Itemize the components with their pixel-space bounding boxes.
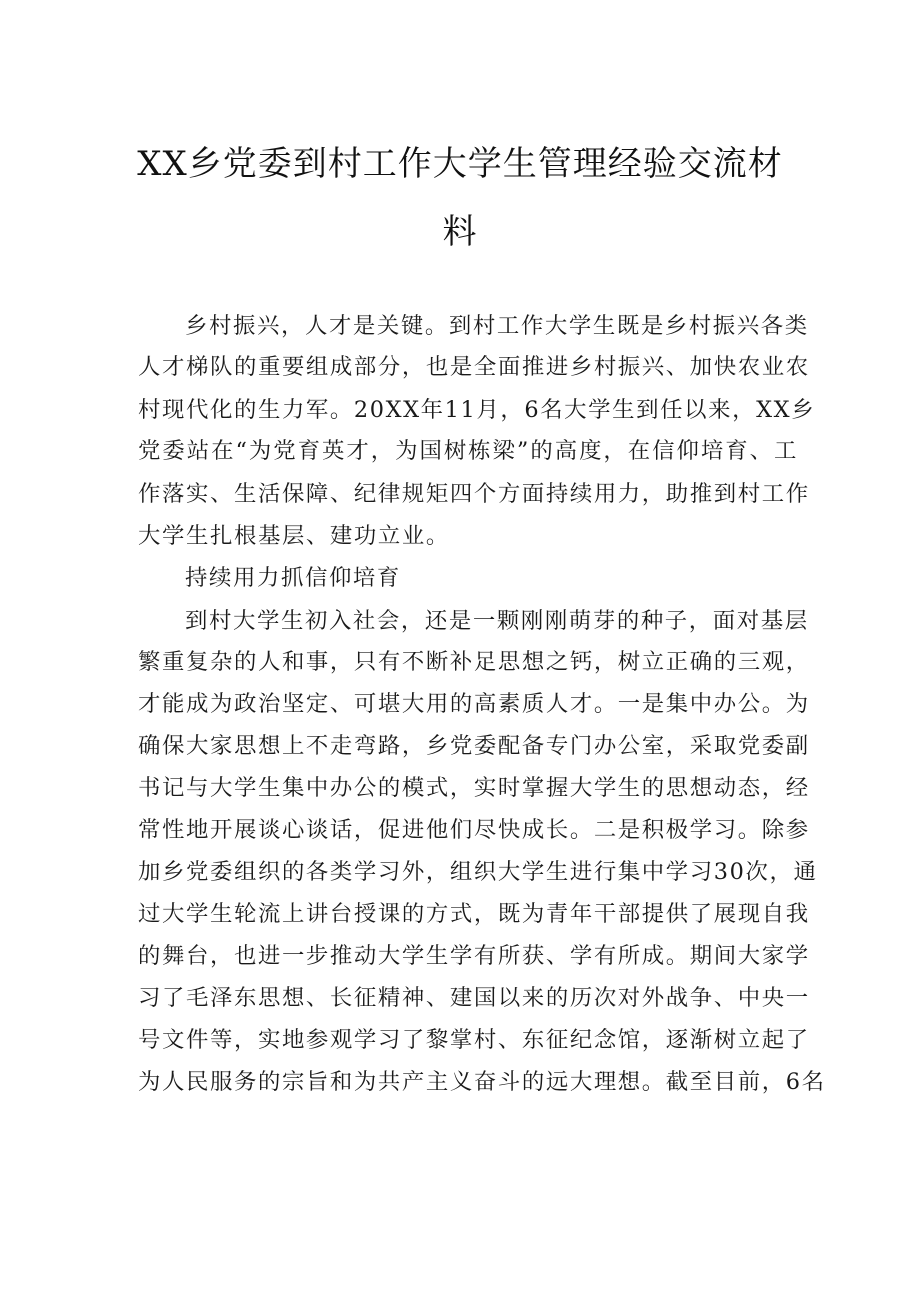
paragraph-2-line: 确保大家思想上不走弯路，乡党委配备专门办公室，采取党委副	[138, 733, 810, 759]
paragraph-1-line: 大学生扎根基层、建功立业。	[138, 523, 450, 549]
paragraph-1-line: 作落实、生活保障、纪律规矩四个方面持续用力，助推到村工作	[138, 481, 810, 507]
paragraph-1-line: 乡村振兴，人才是关键。到村工作大学生既是乡村振兴各类	[185, 313, 809, 339]
document-title-line-1: XX乡党委到村工作大学生管理经验交流材	[137, 144, 783, 184]
paragraph-2-line: 号文件等，实地参观学习了黎掌村、东征纪念馆，逐渐树立起了	[138, 1027, 810, 1053]
paragraph-2-line: 常性地开展谈心谈话，促进他们尽快成长。二是积极学习。除参	[138, 817, 810, 843]
paragraph-2-line: 加乡党委组织的各类学习外，组织大学生进行集中学习30次，通	[138, 859, 818, 885]
paragraph-2-line: 习了毛泽东思想、长征精神、建国以来的历次对外战争、中央一	[138, 985, 810, 1011]
document-title-line-2: 料	[442, 212, 478, 252]
paragraph-2-line: 为人民服务的宗旨和为共产主义奋斗的远大理想。截至目前，6名	[138, 1069, 826, 1095]
paragraph-2-line: 过大学生轮流上讲台授课的方式，既为青年干部提供了展现自我	[138, 901, 810, 927]
paragraph-1-line: 人才梯队的重要组成部分，也是全面推进乡村振兴、加快农业农	[138, 354, 810, 380]
paragraph-1-line: 村现代化的生力军。20XX年11月，6名大学生到任以来，XX乡	[138, 397, 816, 423]
paragraph-1-line: 党委站在“为党育英才，为国树栋梁”的高度，在信仰培育、工	[138, 438, 798, 464]
paragraph-2-line: 繁重复杂的人和事，只有不断补足思想之钙，树立正确的三观，	[138, 649, 810, 675]
paragraph-2-line: 书记与大学生集中办公的模式，实时掌握大学生的思想动态，经	[138, 775, 810, 801]
paragraph-2-line: 的舞台，也进一步推动大学生学有所获、学有所成。期间大家学	[138, 943, 810, 969]
section-heading: 持续用力抓信仰培育	[185, 565, 401, 591]
paragraph-2-line: 到村大学生初入社会，还是一颗刚刚萌芽的种子，面对基层	[185, 608, 809, 634]
paragraph-2-line: 才能成为政治坚定、可堪大用的高素质人才。一是集中办公。为	[138, 691, 810, 717]
